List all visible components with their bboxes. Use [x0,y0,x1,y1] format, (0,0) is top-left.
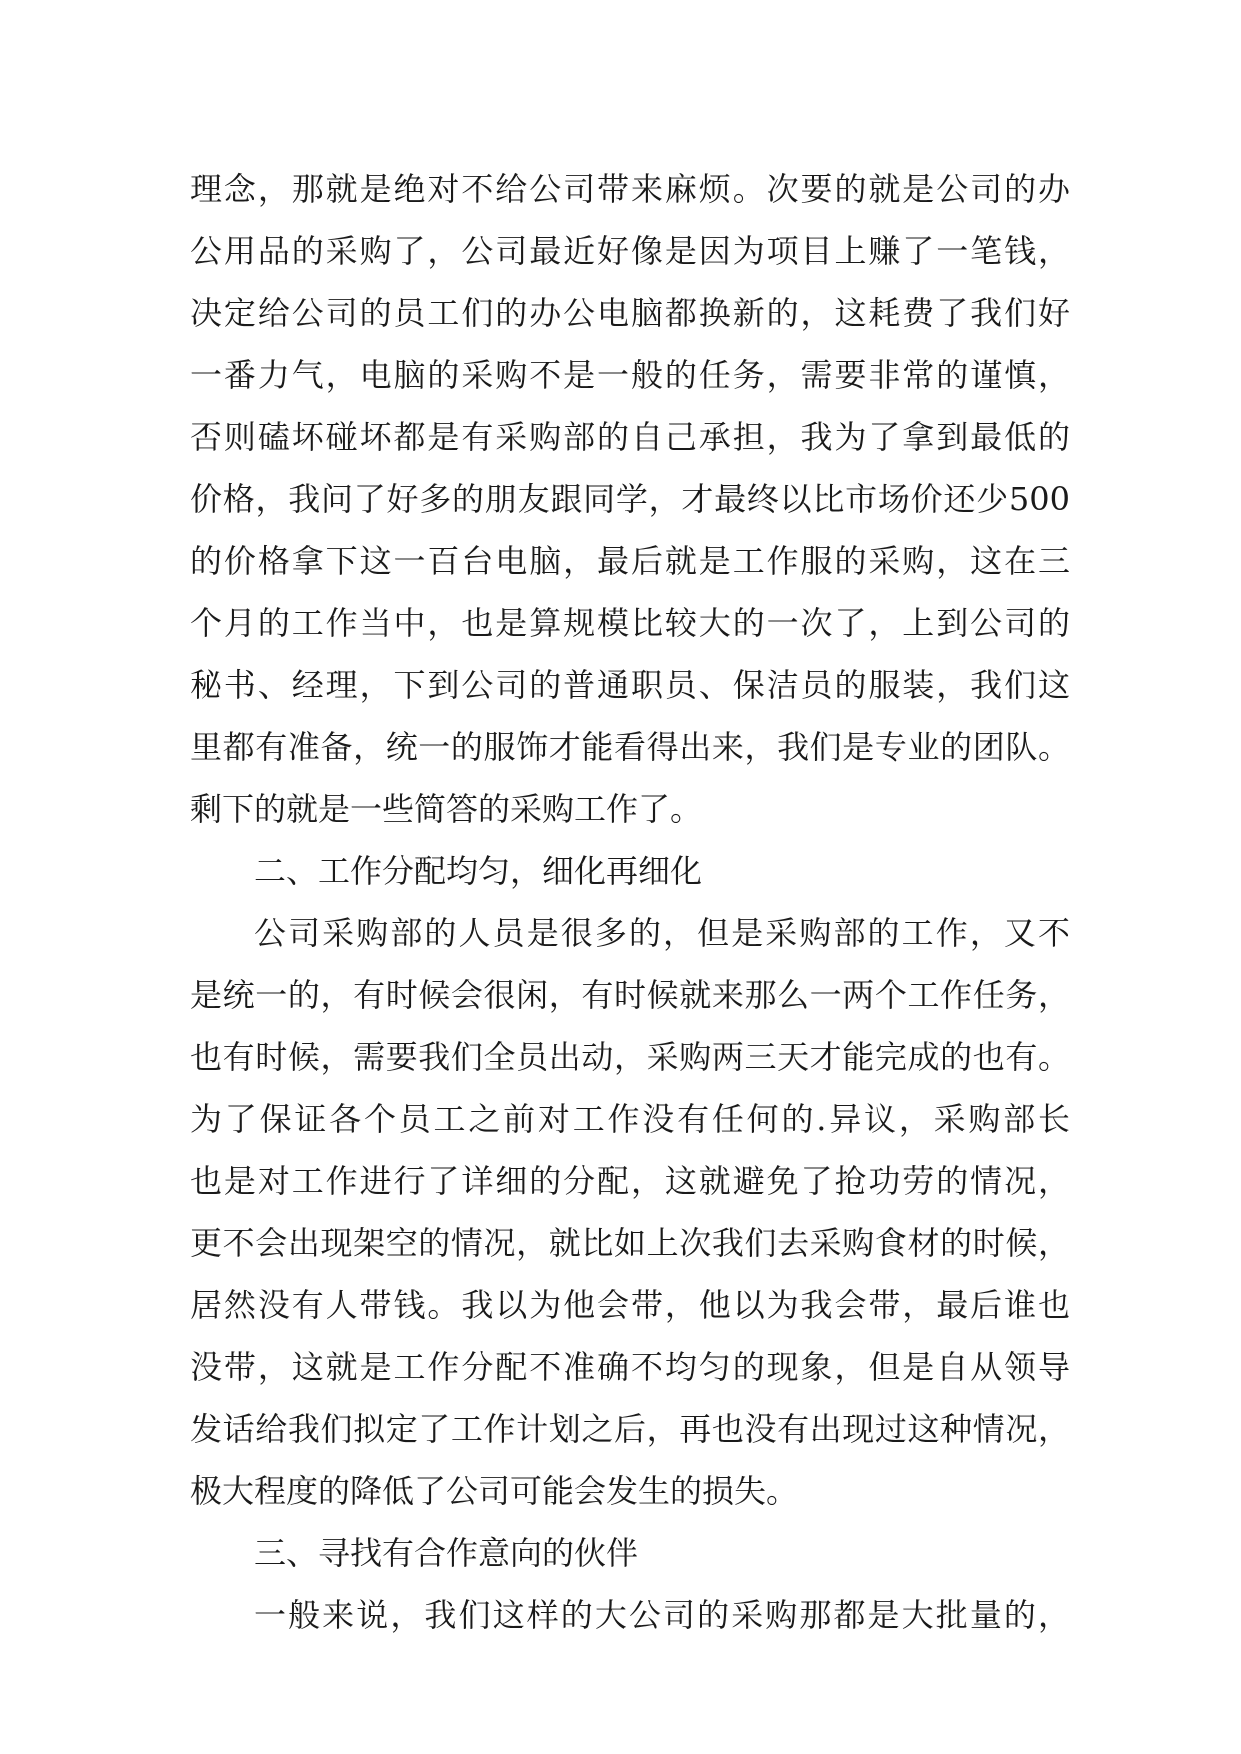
text-line: 个月的工作当中，也是算规模比较大的一次了，上到公司的 [190,604,1070,642]
text-line: 极大程度的降低了公司可能会发生的损失。 [190,1472,799,1510]
body-text [190,158,1070,1646]
text-line: 里都有准备，统一的服饰才能看得出来，我们是专业的团队。 [190,728,1070,766]
text-line: 否则磕坏碰坏都是有采购部的自己承担，我为了拿到最低的 [190,418,1070,456]
section-heading: 三、寻找有合作意向的伙伴 [254,1534,639,1572]
text-line: 价格，我问了好多的朋友跟同学，才最终以比市场价还少500 [190,480,1070,518]
text-line: 剩下的就是一些简答的采购工作了。 [190,790,703,828]
text-line: 是统一的，有时候会很闲，有时候就来那么一两个工作任务， [190,976,1070,1014]
text-line: 居然没有人带钱。我以为他会带，他以为我会带，最后谁也 [190,1286,1070,1324]
text-line: 一番力气，电脑的采购不是一般的任务，需要非常的谨慎， [190,356,1070,394]
text-line: 也有时候，需要我们全员出动，采购两三天才能完成的也有。 [190,1038,1070,1076]
text-line: 没带，这就是工作分配不准确不均匀的现象，但是自从领导 [190,1348,1070,1386]
text-line: 一般来说，我们这样的大公司的采购那都是大批量的， [254,1596,1070,1634]
text-line: 秘书、经理，下到公司的普通职员、保洁员的服装，我们这 [190,666,1070,704]
text-line: 也是对工作进行了详细的分配，这就避免了抢功劳的情况， [190,1162,1070,1200]
text-line: 公司采购部的人员是很多的，但是采购部的工作，又不 [254,914,1070,952]
text-line: 更不会出现架空的情况，就比如上次我们去采购食材的时候， [190,1224,1070,1262]
text-line: 公用品的采购了，公司最近好像是因为项目上赚了一笔钱， [190,232,1070,270]
text-line: 发话给我们拟定了工作计划之后，再也没有出现过这种情况， [190,1410,1070,1448]
text-line: 的价格拿下这一百台电脑，最后就是工作服的采购，这在三 [190,542,1070,580]
text-line: 决定给公司的员工们的办公电脑都换新的，这耗费了我们好 [190,294,1070,332]
text-line: 理念，那就是绝对不给公司带来麻烦。次要的就是公司的办 [190,170,1070,208]
section-heading: 二、工作分配均匀，细化再细化 [254,852,703,890]
text-line: 为了保证各个员工之前对工作没有任何的.异议，采购部长 [190,1100,1070,1138]
